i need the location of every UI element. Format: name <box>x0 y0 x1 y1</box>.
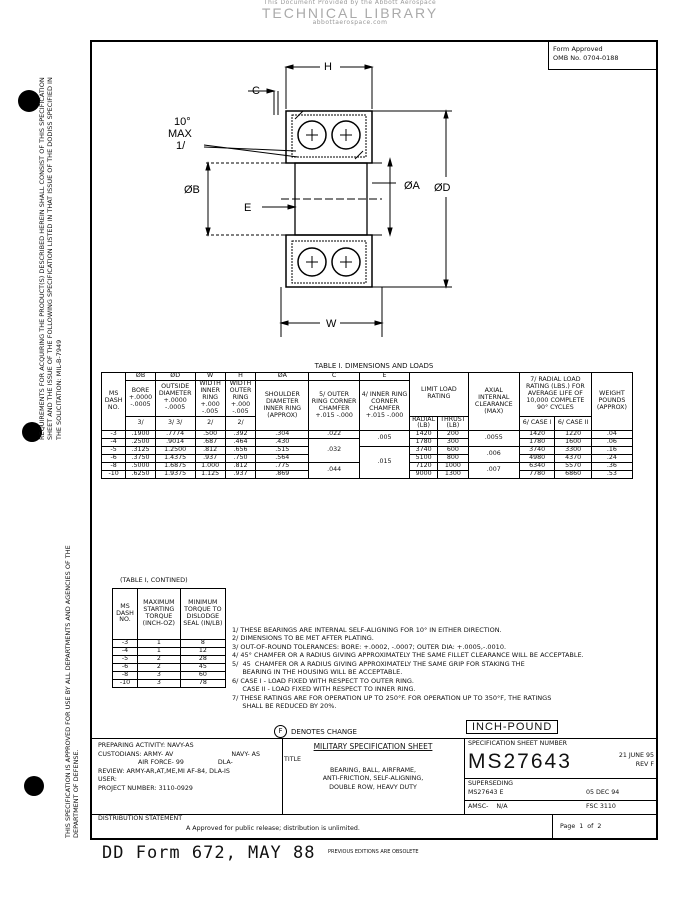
th-w-sym: W <box>195 373 225 381</box>
tb-page-divider <box>552 814 553 838</box>
side-line-2: SHEET AND THE ISSUE OF THE FOLLOWING SPECIFICATION LISTED IN THAT ISSUE OF THE DODISS SPECIFIED IN <box>46 77 55 440</box>
note-1: 1/ THESE BEARINGS ARE INTERNAL SELF-ALIGNING FOR 10° IN EITHER DIRECTION. <box>232 626 502 634</box>
superseding-label: SUPERSEDING <box>468 780 514 787</box>
th-h: WIDTH OUTER RING +.000 -.005 <box>225 380 256 416</box>
th-c-sym: C <box>309 373 360 381</box>
table1-symbol-row <box>102 373 633 381</box>
spec-date: 21 JUNE 95 REV F <box>618 752 654 768</box>
tb-sup-line <box>464 800 656 801</box>
label-note-1: 1/ <box>176 140 186 152</box>
th-limit: LIMIT LOAD RATING <box>410 373 469 417</box>
th-bore: BORE +.0000 -.0005 <box>126 380 155 416</box>
table-row: -10 3 78 <box>113 679 226 687</box>
superseding-number: MS27643 E <box>468 789 504 796</box>
label-w: W <box>326 318 337 330</box>
label-c: C <box>252 85 260 97</box>
th-case2: 6/ CASE II <box>555 416 592 431</box>
tb-divider-1 <box>282 738 283 814</box>
table-row: -6 .3750 1.4375 .937 .750 .564 5100 800 4980 4370 .24 <box>102 455 633 463</box>
preparing-activity: PREPARING ACTIVITY: NAVY-AS <box>98 742 194 749</box>
e-value-1: .005 <box>359 431 409 447</box>
binding-hole-bottom <box>24 776 44 796</box>
label-b: ØB <box>184 184 200 196</box>
note-7b: SHALL BE REDUCED BY 20%. <box>232 701 337 710</box>
th-c: 5/ OUTER RING CORNER CHAMFER +.015 -.000 <box>309 380 360 430</box>
th-rated: 7/ RADIAL LOAD RATING (LBS.) FOR AVERAGE LIFE OF 10,000 COMPLETE 90° CYCLES <box>519 373 591 417</box>
header-title: TECHNICAL LIBRARY <box>261 5 439 21</box>
table1-caption: TABLE I. DIMENSIONS AND LOADS <box>314 362 434 370</box>
label-a: ØA <box>404 180 420 192</box>
th-d-sym: ØD <box>155 373 195 381</box>
th-n2b: 2/ <box>225 416 256 431</box>
form-approved-box <box>548 42 656 70</box>
header-provided-text: This Document Provided by the Abbott Aerospace <box>263 0 437 6</box>
review-line: REVIEW: ARMY-AR,AT,ME,MI AF-84, DLA-IS <box>98 767 230 775</box>
axial-value-2: .006 <box>468 447 519 463</box>
table-row: -10 .6250 1.9375 1.125 .937 .869 9000 1300 7780 6860 .53 <box>102 470 633 478</box>
e-value-2: .015 <box>359 447 409 479</box>
inch-pound-label: INCH-POUND <box>466 720 558 734</box>
axial-value-1: .0055 <box>468 431 519 447</box>
side-requirements-text <box>38 77 63 440</box>
note-5a: 5/ 45 CHAMFER OR A RADIUS GIVING APPROXIMATELY THE SAME GRIP FOR STAKING THE <box>232 659 525 668</box>
th-weight: WEIGHT POUNDS (APPROX) <box>591 373 632 431</box>
th-od: OUTSIDE DIAMETER +.0000 -.0005 <box>155 380 195 416</box>
superseding-date: 05 DEC 94 <box>586 789 620 796</box>
th-ms-dash: MS DASH NO. <box>102 373 126 431</box>
th-e-sym: E <box>359 373 409 381</box>
table2-caption: (TABLE I, CONTINED) <box>120 576 188 584</box>
fsc-label: FSC 3110 <box>586 803 616 810</box>
form-approved-label: Form Approved <box>553 45 603 53</box>
omb-number: OMB No. 0704-0188 <box>553 54 619 63</box>
change-text: DENOTES CHANGE <box>291 727 357 736</box>
library-header <box>0 0 700 26</box>
table-row: -5 .3125 1.2500 .812 .656 .515 .015 3740 600 .006 3740 3300 .16 <box>102 447 633 455</box>
side-approval-text <box>64 545 81 838</box>
torque-table <box>112 588 226 688</box>
th-axial: AXIAL INTERNAL CLEARANCE (MAX) <box>468 373 519 431</box>
th-a-sym: ØA <box>256 373 309 381</box>
th-e: 4/ INNER RING CORNER CHAMFER +.015 -.000 <box>359 380 409 430</box>
previous-editions: PREVIOUS EDITIONS ARE OBSOLETE <box>328 849 419 855</box>
th-radial: RADIAL (LB) <box>410 416 438 431</box>
table-row: -4 1 12 <box>113 647 226 655</box>
dimensions-loads-table <box>101 372 633 479</box>
mil-spec-title: MILITARY SPECIFICATION SHEET <box>313 742 433 751</box>
th-n3a: 3/ <box>126 416 155 431</box>
note-4: 4/ 45° CHAMFER OR A RADIUS GIVING APPROXIMATELY THE SAME FILLET CLEARANCE WILL BE ACCEPTABLE. <box>232 651 584 660</box>
th-a: SHOULDER DIAMETER INNER RING (APPROX) <box>256 380 309 430</box>
table-row: -3 .1900 .7774 .500 .392 .304 .022 .005 1420 200 .0055 1420 1220 .04 <box>102 431 633 439</box>
side-line-4: THIS SPECIFICATION IS APPROVED FOR USE BY ALL DEPARTMENTS AND AGENCIES OF THE <box>64 545 72 838</box>
distribution-label: DISTRIBUTION STATEMENT <box>98 815 183 822</box>
amsc-label: AMSC- N/A <box>468 803 508 810</box>
change-symbol: F <box>274 725 287 738</box>
notes-block <box>232 626 584 710</box>
dd-form-label: DD Form 672, MAY 88 <box>102 843 316 863</box>
project-number: PROJECT NUMBER: 3110-0929 <box>98 784 193 792</box>
tb-top-line <box>92 738 656 739</box>
note-3: 3/ OUT-OF-ROUND TOLERANCES: BORE: +.0002, -.0007; OUTER DIA: +.0005,-.0010. <box>232 642 507 651</box>
label-angle: 10° <box>174 116 191 128</box>
note-2: 2/ DIMENSIONS TO BE MET AFTER PLATING. <box>232 634 374 643</box>
t2-th-dash: MS DASH NO. <box>113 589 138 640</box>
bearing-section-drawing <box>150 55 480 345</box>
change-legend <box>274 725 357 738</box>
table-row: -5 2 28 <box>113 655 226 663</box>
label-h: H <box>324 61 332 73</box>
label-e: E <box>244 202 252 214</box>
c-value-2: .032 <box>309 439 360 463</box>
activity-block <box>98 742 280 793</box>
page-number: Page 1 of 2 <box>560 823 602 830</box>
label-max: MAX <box>168 128 192 140</box>
custodians-line: CUSTODIANS: ARMY- AV NAVY- AS <box>98 750 260 758</box>
table2-header-row <box>113 589 226 640</box>
side-line-1: REQUIREMENTS FOR ACQUIRING THE PRODUCT(S) DESCRIBED HEREIN SHALL CONSIST OF THIS SPECIFICATION <box>38 77 46 440</box>
table-row: -6 2 45 <box>113 663 226 671</box>
th-thrust: THRUST (LB) <box>438 416 469 431</box>
th-case1: 6/ CASE I <box>519 416 554 431</box>
distribution-text: A Approved for public release; distribution is unlimited. <box>186 825 360 832</box>
side-line-3: THE SOLICITATION: MIL-B-7949 <box>54 339 63 440</box>
label-d: ØD <box>434 182 451 194</box>
title-text: BEARING, BALL, AIRFRAME, ANTI-FRICTION, SELF-ALIGNING, DOUBLE ROW, HEAVY DUTY <box>322 766 424 791</box>
table-row: -8 3 60 <box>113 671 226 679</box>
th-n2a: 2/ <box>195 416 225 431</box>
user-line: USER: <box>98 776 117 783</box>
axial-value-3: .007 <box>468 463 519 479</box>
note-5b: BEARING IN THE HOUSING WILL BE ACCEPTABLE. <box>232 668 403 677</box>
side-line-5: DEPARTMENT OF DEFENSE. <box>72 749 81 838</box>
th-b-sym: ØB <box>126 373 155 381</box>
th-n3bc: 3/ 3/ <box>155 416 195 431</box>
note-6a: 6/ CASE I - LOAD FIXED WITH RESPECT TO OUTER RING. <box>232 676 414 685</box>
spec-number: MS27643 <box>468 750 572 773</box>
t2-th-min: MINIMUM TORQUE TO DISLODGE SEAL (IN/LB) <box>180 589 225 640</box>
header-url: abbottaerospace.com <box>312 19 388 26</box>
c-value-3: .044 <box>309 463 360 479</box>
title-block-middle <box>284 742 462 792</box>
th-h-sym: H <box>225 373 256 381</box>
note-7a: 7/ THESE RATINGS ARE FOR OPERATION UP TO 250°F. FOR OPERATION UP TO 350°F, THE RATINGS <box>232 693 552 702</box>
note-6b: CASE II - LOAD FIXED WITH RESPECT TO INNER RING. <box>232 685 416 694</box>
table-row: -4 .2500 .9014 .687 .464 .430 .032 1780 300 1780 1600 .06 <box>102 439 633 447</box>
th-w: WIDTH INNER RING +.000 -.005 <box>195 380 225 416</box>
binding-hole-top <box>18 90 40 112</box>
c-value-1: .022 <box>309 431 360 439</box>
table-row: -8 .5000 1.6875 1.000 .812 .775 .044 7120 1000 .007 6340 5570 .36 <box>102 463 633 471</box>
airforce-line: AIR FORCE- 99 DLA- <box>138 759 233 766</box>
tb-spec-line <box>464 778 656 779</box>
title-label: TITLE <box>284 756 302 764</box>
spec-label: SPECIFICATION SHEET NUMBER <box>468 740 568 747</box>
t2-th-max: MAXIMUM STARTING TORQUE (INCH-OZ) <box>138 589 181 640</box>
table-row: -3 1 8 <box>113 640 226 648</box>
tb-divider-2 <box>464 738 465 814</box>
